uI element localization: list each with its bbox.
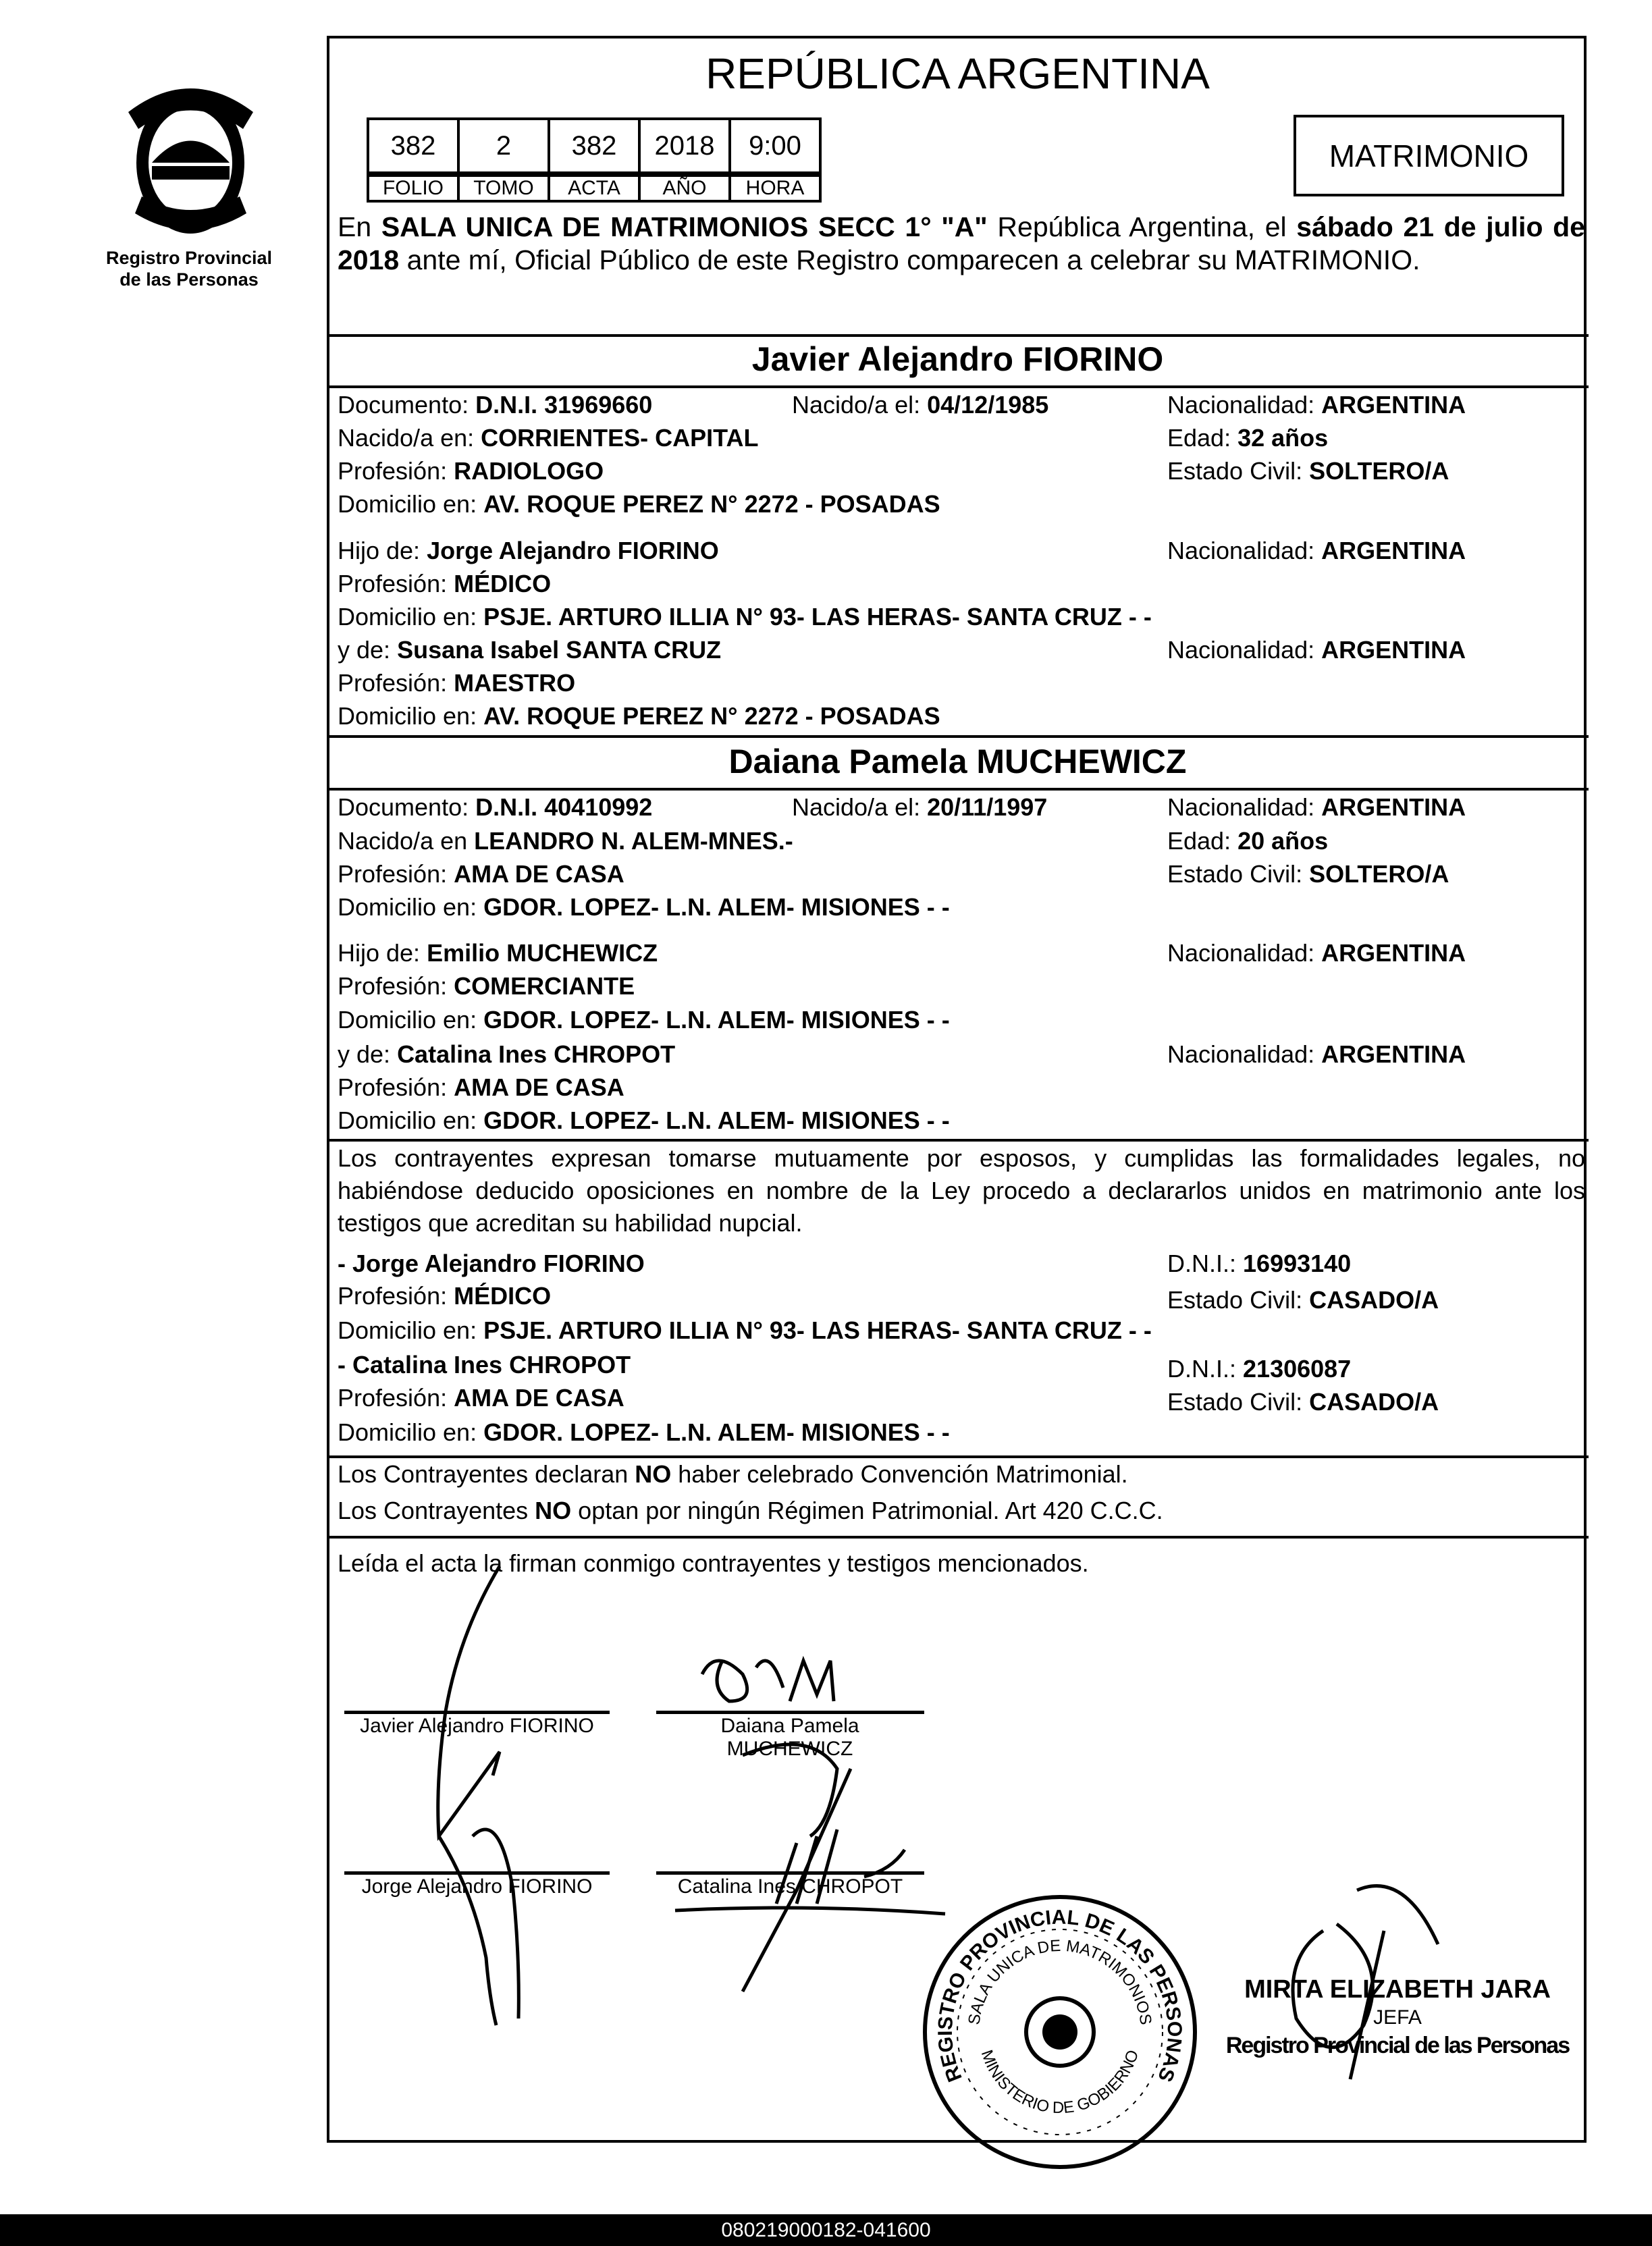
witness-2-name: - Catalina Ines CHROPOT — [338, 1351, 631, 1379]
folio-label: FOLIO — [368, 174, 458, 201]
svg-text:MINISTERIO DE GOBIERNO — [978, 2048, 1142, 2117]
witness-1-profession: Profesión: MÉDICO — [338, 1282, 552, 1310]
hour-label: HORA — [730, 174, 820, 201]
bride-name-header: Daiana Pamela MUCHEWICZ — [728, 743, 1187, 780]
groom-profession: Profesión: RADIOLOGO — [338, 457, 604, 485]
stamp-bottom-text: MINISTERIO DE GOBIERNO — [977, 2048, 1143, 2118]
signature-name-witness-1: Jorge Alejandro FIORINO — [361, 1875, 593, 1898]
groom-age: Edad: 32 años — [1167, 424, 1329, 452]
bride-father-profession: Profesión: COMERCIANTE — [338, 972, 635, 1000]
witness-2-civil-status: Estado Civil: CASADO/A — [1167, 1388, 1439, 1416]
bride-profession: Profesión: AMA DE CASA — [338, 860, 624, 888]
record-type-box: MATRIMONIO — [1294, 115, 1564, 196]
groom-birthplace: Nacido/a en: CORRIENTES- CAPITAL — [338, 424, 759, 452]
official-name: MIRTA ELIZABETH JARA — [1244, 1975, 1551, 2004]
bride-address: Domicilio en: GDOR. LOPEZ- L.N. ALEM- MISIONES - - — [338, 893, 950, 921]
document-barcode-number: 080219000182-041600 — [0, 2214, 1652, 2246]
groom-address: Domicilio en: AV. ROQUE PEREZ N° 2272 - POSADAS — [338, 490, 940, 518]
official-role: JEFA — [1373, 2006, 1422, 2029]
bride-mother-nationality: Nacionalidad: ARGENTINA — [1167, 1040, 1466, 1068]
bride-age: Edad: 20 años — [1167, 827, 1329, 855]
bride-father: Hijo de: Emilio MUCHEWICZ — [338, 939, 658, 967]
groom-father: Hijo de: Jorge Alejandro FIORINO — [338, 537, 719, 564]
groom-nationality: Nacionalidad: ARGENTINA — [1167, 391, 1466, 419]
signature-name-bride: Daiana Pamela MUCHEWICZ — [720, 1715, 859, 1760]
closing-text: Leída el acta la firman conmigo contrayentes y testigos mencionados. — [338, 1549, 1089, 1577]
svg-text:REGISTRO PROVINCIAL DE LAS PER — [934, 1906, 1185, 2085]
hour-value: 9:00 — [730, 119, 820, 174]
witness-1-address: Domicilio en: PSJE. ARTURO ILLIA N° 93- LAS HERAS- SANTA CRUZ - - — [338, 1316, 1152, 1344]
year-value: 2018 — [639, 119, 730, 174]
bride-birthplace: Nacido/a en LEANDRO N. ALEM-MNES.- — [338, 827, 793, 855]
acta-label: ACTA — [549, 174, 639, 201]
bride-mother-address: Domicilio en: GDOR. LOPEZ- L.N. ALEM- MISIONES - - — [338, 1106, 950, 1134]
bride-document: Documento: D.N.I. 40410992 — [338, 793, 653, 821]
groom-document: Documento: D.N.I. 31969660 — [338, 391, 653, 419]
year-label: AÑO — [639, 174, 730, 201]
groom-father-address: Domicilio en: PSJE. ARTURO ILLIA N° 93- LAS HERAS- SANTA CRUZ - - — [338, 603, 1152, 631]
bride-father-nationality: Nacionalidad: ARGENTINA — [1167, 939, 1466, 967]
witness-1-dni: D.N.I.: 16993140 — [1167, 1250, 1352, 1277]
stamp-inner-text: SALA UNICA DE MATRIMONIOS — [965, 1936, 1155, 2027]
groom-civil-status: Estado Civil: SOLTERO/A — [1167, 457, 1449, 485]
intro-text: En SALA UNICA DE MATRIMONIOS SECC 1° "A" República Argentina, el sábado 21 de julio de 2018 ante mí, Oficial Público de este Registro comparecen a celebrar su MATRIMONIO. — [338, 211, 1585, 275]
bride-nationality: Nacionalidad: ARGENTINA — [1167, 793, 1466, 821]
groom-mother: y de: Susana Isabel SANTA CRUZ — [338, 636, 722, 664]
folio-value: 382 — [368, 119, 458, 174]
bride-civil-status: Estado Civil: SOLTERO/A — [1167, 860, 1449, 888]
groom-birthdate: Nacido/a el: 04/12/1985 — [792, 391, 1049, 419]
groom-name-header: Javier Alejandro FIORINO — [751, 340, 1164, 378]
groom-father-nationality: Nacionalidad: ARGENTINA — [1167, 537, 1466, 564]
bride-mother-profession: Profesión: AMA DE CASA — [338, 1073, 624, 1101]
witness-2-dni: D.N.I.: 21306087 — [1167, 1355, 1352, 1383]
tomo-value: 2 — [458, 119, 549, 174]
witness-1-civil-status: Estado Civil: CASADO/A — [1167, 1286, 1439, 1314]
witness-2-profession: Profesión: AMA DE CASA — [338, 1384, 624, 1412]
signature-name-groom: Javier Alejandro FIORINO — [360, 1715, 594, 1737]
regime-statement: Los Contrayentes NO optan por ningún Régimen Patrimonial. Art 420 C.C.C. — [338, 1497, 1163, 1524]
page-title: REPÚBLICA ARGENTINA — [705, 49, 1210, 98]
witness-2-address: Domicilio en: GDOR. LOPEZ- L.N. ALEM- MISIONES - - — [338, 1418, 950, 1446]
groom-mother-nationality: Nacionalidad: ARGENTINA — [1167, 636, 1466, 664]
official-organization: Registro Provincial de las Personas — [1225, 2033, 1570, 2058]
stamp-outer-text: REGISTRO PROVINCIAL DE LAS PERSONAS — [934, 1906, 1186, 2085]
bride-father-address: Domicilio en: GDOR. LOPEZ- L.N. ALEM- MISIONES - - — [338, 1006, 950, 1034]
declaration-text: Los contrayentes expresan tomarse mutuamente por esposos, y cumplidas las formalidades legales, no habiéndose deducido oposiciones en nombre de la Ley procedo a declararlos unidos en matrimonio ante los testigos que acreditan su habilidad nupcial. — [338, 1144, 1585, 1237]
registry-caption: Registro Provincial de las Personas — [105, 248, 273, 290]
bride-mother: y de: Catalina Ines CHROPOT — [338, 1040, 676, 1068]
bride-birthdate: Nacido/a el: 20/11/1997 — [792, 793, 1048, 821]
signature-name-witness-2: Catalina Ines CHROPOT — [677, 1875, 903, 1898]
convention-statement: Los Contrayentes declaran NO haber celebrado Convención Matrimonial. — [338, 1460, 1128, 1488]
official-stamp — [918, 1890, 1202, 2174]
witness-1-name: - Jorge Alejandro FIORINO — [338, 1250, 645, 1277]
tomo-label: TOMO — [458, 174, 549, 201]
groom-mother-profession: Profesión: MAESTRO — [338, 669, 576, 697]
groom-father-profession: Profesión: MÉDICO — [338, 570, 552, 597]
acta-value: 382 — [549, 119, 639, 174]
groom-mother-address: Domicilio en: AV. ROQUE PEREZ N° 2272 - POSADAS — [338, 702, 940, 730]
